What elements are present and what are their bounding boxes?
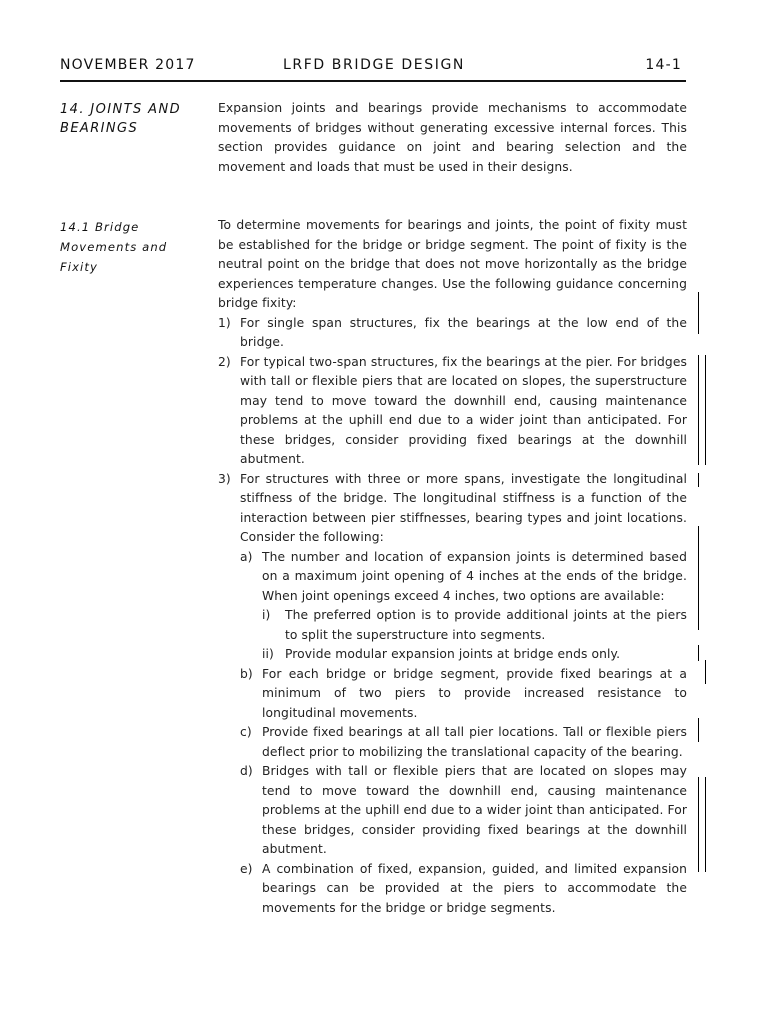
list-item-text: Provide fixed bearings at all tall pier locations. Tall or flexible piers deflect prior to mobilizing the translational capacity of the bearing. bbox=[262, 725, 687, 759]
header-rule bbox=[60, 80, 686, 82]
subsection-heading-line: Movements and bbox=[60, 240, 168, 254]
list-item-text: A combination of fixed, expansion, guided, and limited expansion bearings can be provided at the piers to accommodate the movements for the bridge or bridge segments. bbox=[262, 861, 687, 915]
guidance-list bbox=[218, 314, 687, 919]
list-item-text: The number and location of expansion joints is determined based on a maximum joint opening of 4 inches at the ends of the bridge. When joint openings exceed 4 inches, two options are available: bbox=[262, 549, 687, 603]
list-item bbox=[218, 470, 687, 919]
subsection-heading-line: Fixity bbox=[60, 260, 98, 274]
section-intro-paragraph: Expansion joints and bearings provide mechanisms to accommodate movements of bridges without generating excessive internal forces. This section provides guidance on joint and bearing selection and the movement and loads that must be used in their designs. bbox=[218, 101, 687, 174]
sub-list-item bbox=[240, 723, 687, 762]
list-marker: 3) bbox=[218, 471, 231, 486]
revision-bar bbox=[698, 355, 699, 465]
option-item bbox=[262, 606, 687, 645]
list-marker: i) bbox=[262, 608, 271, 622]
list-item bbox=[218, 314, 687, 353]
revision-bar bbox=[705, 660, 706, 684]
revision-bar bbox=[698, 645, 699, 661]
header-title: LRFD BRIDGE DESIGN bbox=[283, 57, 465, 73]
option-list bbox=[262, 606, 687, 665]
section-heading-line: BEARINGS bbox=[60, 121, 139, 136]
subsection-intro: To determine movements for bearings and joints, the point of fixity must be established for the bridge or bridge segment. The point of fixity is the neutral point on the bridge that does not move horizontally as the bridge experiences temperature changes. Use the following guidance concerning bridge fixity: bbox=[218, 218, 687, 310]
option-item bbox=[262, 645, 687, 665]
sub-list-item bbox=[240, 860, 687, 919]
section-intro bbox=[218, 99, 687, 177]
revision-bar bbox=[698, 718, 699, 742]
sub-list bbox=[240, 548, 687, 919]
list-marker: b) bbox=[240, 666, 253, 681]
list-item-text: For typical two-span structures, fix the bearings at the pier. For bridges with tall or flexible piers that are located on slopes, the superstructure may tend to move toward the downhill end, causing maintenance problems at the uphill end due to a wider joint than anticipated. For these bridges, consider providing fixed bearings at the downhill abutment. bbox=[240, 354, 687, 466]
list-marker: e) bbox=[240, 861, 253, 876]
list-marker: d) bbox=[240, 764, 253, 778]
list-item-text: For structures with three or more spans, investigate the longitudinal stiffness of the bridge. The longitudinal stiffness is a function of the interaction between pier stiffnesses, bearing types and joint locations. Consider the following: bbox=[240, 471, 687, 544]
subsection-heading-line: 14.1 Bridge bbox=[60, 220, 140, 234]
revision-bar bbox=[698, 292, 699, 334]
subsection-heading bbox=[60, 217, 167, 277]
revision-bar bbox=[705, 355, 706, 465]
revision-bar bbox=[698, 526, 699, 630]
list-item-text: For each bridge or bridge segment, provide fixed bearings at a minimum of two piers to provide increased resistance to longitudinal movements. bbox=[262, 666, 687, 720]
section-heading bbox=[60, 100, 181, 138]
header-date: NOVEMBER 2017 bbox=[60, 57, 196, 73]
list-marker: a) bbox=[240, 549, 253, 564]
revision-bar bbox=[698, 473, 699, 487]
list-item-text: Provide modular expansion joints at bridge ends only. bbox=[285, 647, 621, 661]
list-marker: ii) bbox=[262, 647, 274, 661]
revision-bar bbox=[705, 777, 706, 872]
list-item-text: The preferred option is to provide additional joints at the piers to split the superstructure into segments. bbox=[285, 608, 687, 642]
subsection-body bbox=[218, 216, 687, 918]
sub-list-item bbox=[240, 548, 687, 665]
sub-list-item bbox=[240, 665, 687, 724]
list-marker: c) bbox=[240, 725, 252, 739]
list-item-text: Bridges with tall or flexible piers that are located on slopes may tend to move toward the downhill end, causing maintenance problems at the uphill end due to a wider joint than anticipated. For these bridges, consider providing fixed bearings at the downhill abutment. bbox=[262, 764, 687, 856]
revision-bar bbox=[698, 777, 699, 872]
sub-list-item bbox=[240, 762, 687, 860]
list-marker: 2) bbox=[218, 354, 231, 369]
list-item-text: For single span structures, fix the bearings at the low end of the bridge. bbox=[240, 315, 687, 349]
section-heading-line: 14. JOINTS AND bbox=[60, 102, 181, 117]
header-page-number: 14-1 bbox=[645, 57, 682, 73]
list-item bbox=[218, 353, 687, 470]
list-marker: 1) bbox=[218, 315, 231, 330]
